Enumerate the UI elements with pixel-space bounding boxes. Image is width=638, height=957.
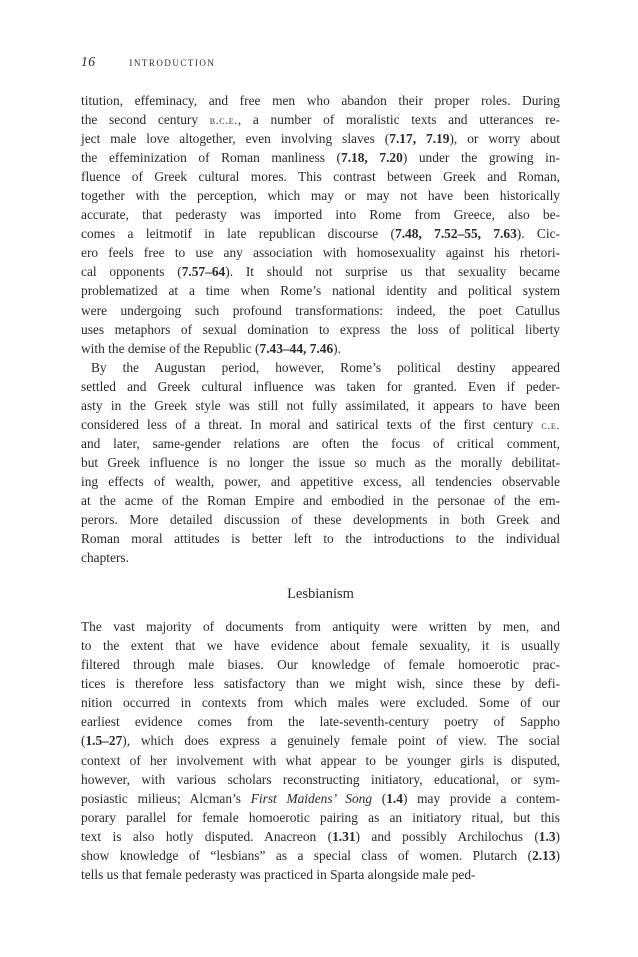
text-line: the effeminization of Roman manliness (7.18, 7.20) under the growing in- — [81, 150, 560, 166]
text-line: porary parallel for female homoerotic pairing as an initiatory ritual, but this — [81, 809, 560, 825]
text-line: settled and Greek cultural influence was taken for granted. Even if peder- — [81, 378, 560, 394]
text-line: cal opponents (7.57–64). It should not surprise us that sexuality became — [81, 264, 560, 280]
work-title: First Maidens’ Song — [250, 790, 373, 806]
text-line: together with the perception, which may or may not have been historically — [81, 188, 560, 204]
text-line: with the demise of the Republic (7.43–44, 7.46). — [81, 340, 341, 356]
text-line: but Greek influence is no longer the issue so much as the morally debilitat- — [81, 454, 560, 470]
text-line: posiastic milieus; Alcman’s First Maidens’ Song (1.4) may provide a contem- — [81, 790, 561, 806]
text-line: Roman moral attitudes is better left to the introductions to the individual — [81, 531, 560, 547]
text-line: were undergoing such profound transformations: indeed, the poet Catullus — [81, 302, 560, 318]
text-line: ject male love altogether, even involving slaves (7.17, 7.19), or worry about — [81, 131, 561, 147]
text-line: accurate, that pederasty was imported into Rome from Greece, also be- — [81, 207, 560, 223]
text-line: perors. More detailed discussion of these developments in both Greek and — [81, 512, 560, 528]
running-head: introduction — [129, 54, 216, 69]
cross-reference: 7.17, 7.19 — [389, 131, 450, 147]
text-line: tices is therefore less satisfactory than we might wish, since these by defi- — [81, 676, 560, 692]
text-line: to the extent that we have evidence about female sexuality, it is usually — [81, 638, 560, 654]
text-line: and later, same-gender relations are often the focus of critical comment, — [81, 435, 560, 451]
text-line: asty in the Greek style was still not fully assimilated, it appears to have been — [81, 397, 560, 413]
cross-reference: 2.13 — [532, 847, 556, 863]
text-line: ero feels free to use any association with homosexuality against his rhetori- — [81, 245, 560, 261]
paragraph-3 — [81, 617, 560, 884]
text-line: context of her involvement with what appear to be younger girls is disputed, — [81, 752, 560, 768]
text-line: however, with various scholars reconstructing initiatory, educational, or sym- — [81, 771, 560, 787]
text-line: earliest evidence comes from the late-seventh-century poetry of Sappho — [81, 714, 560, 730]
section-heading: Lesbianism — [287, 586, 354, 603]
text-line: fluence of Greek cultural mores. This contrast between Greek and Roman, — [81, 169, 560, 185]
cross-reference: 1.5–27 — [85, 733, 123, 749]
text-line: show knowledge of “lesbians” as a special class of women. Plutarch (2.13) — [81, 847, 560, 863]
text-line: uses metaphors of sexual domination to express the loss of political liberty — [81, 321, 560, 337]
running-header — [81, 54, 215, 70]
page-body — [81, 91, 560, 884]
text-line: The vast majority of documents from antiquity were written by men, and — [81, 619, 560, 635]
cross-reference: 1.3 — [538, 828, 556, 844]
text-line: nition occurred in contexts from which males were excluded. Some of our — [81, 695, 560, 711]
text-line: (1.5–27), which does express a genuinely female point of view. The social — [81, 733, 560, 749]
era-abbreviation: c.e. — [541, 417, 560, 432]
text-line: text is also hotly disputed. Anacreon (1.31) and possibly Archilochus (1.3) — [81, 828, 560, 844]
paragraph-1 — [81, 91, 560, 358]
cross-reference: 7.18, 7.20 — [341, 150, 403, 166]
cross-reference: 7.43–44, 7.46 — [259, 340, 334, 356]
text-line: By the Augustan period, however, Rome’s political destiny appeared — [91, 359, 560, 375]
text-line: chapters. — [81, 550, 129, 566]
cross-reference: 7.48, 7.52–55, 7.63 — [395, 226, 517, 242]
text-line: tells us that female pederasty was practiced in Sparta alongside male ped- — [81, 866, 476, 882]
text-line: comes a leitmotif in late republican discourse (7.48, 7.52–55, 7.63). Cic- — [81, 226, 560, 242]
text-line: problematized at a time when Rome’s national identity and political system — [81, 283, 560, 299]
text-line: ing effects of wealth, power, and appetitive excess, all tendencies observable — [81, 473, 560, 489]
cross-reference: 1.4 — [386, 790, 403, 806]
paragraph-2 — [81, 358, 560, 568]
cross-reference: 1.31 — [332, 828, 356, 844]
text-line: the second century b.c.e., a number of moralistic texts and utterances re- — [81, 112, 560, 128]
page-number: 16 — [81, 54, 96, 69]
text-line: titution, effeminacy, and free men who abandon their proper roles. During — [81, 93, 560, 108]
cross-reference: 7.57–64 — [181, 264, 226, 280]
text-line: at the acme of the Roman Empire and embodied in the personae of the em- — [81, 492, 560, 508]
text-line: considered less of a threat. In moral and satirical texts of the first century c.e. — [81, 416, 560, 432]
text-line: filtered through male biases. Our knowledge of female homoerotic prac- — [81, 657, 560, 673]
era-abbreviation: b.c.e. — [209, 113, 238, 128]
